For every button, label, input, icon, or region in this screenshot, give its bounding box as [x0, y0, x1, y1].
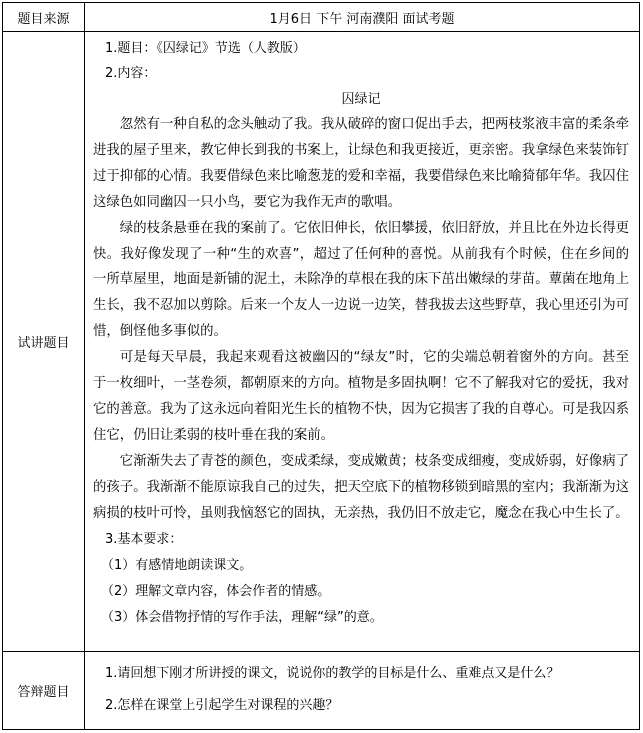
requirements-label: 3.基本要求： — [105, 531, 183, 547]
defense-question-2: 2.怎样在课堂上引起学生对课程的兴趣？ — [105, 698, 339, 713]
lecture-topic: 1.题目：《囚绿记》节选（人教版） — [105, 41, 306, 56]
defense-label: 答辩题目 — [3, 652, 85, 730]
exam-table — [2, 2, 640, 730]
paragraph-2: 绿的枝条悬垂在我的案前了。它依旧伸长，依旧攀援，依旧舒放，并且比在外边长得更快。我好像发现了一种“生的欢喜”，超过了任何种的喜悦。从前我有个时候，住在乡间的一所草屋里，地面是新铺的泥土，未除净的草根在我的床下茁出嫩绿的芽苗。蕈菌在地角上生长，我不忍加以剪除。后来一个友人一边说一边笑，替我拔去这些野草，我心里还引为可惜，倒怪他多事似的。 — [93, 220, 629, 340]
requirement-3: （3）体会借物抒情的写作手法，理解“绿”的意。 — [101, 609, 383, 625]
defense-row — [3, 652, 640, 730]
lecture-content — [85, 32, 640, 652]
content-label: 2.内容： — [105, 66, 157, 81]
requirement-2: （2）理解文章内容，体会作者的情感。 — [101, 583, 331, 599]
paragraph-3: 可是每天早晨，我起来观看这被幽囚的“绿友”时，它的尖端总朝着窗外的方向。甚至于一枚细叶，一茎卷须，都朝原来的方向。植物是多固执啊！它不了解我对它的爱抚，我对它的善意。我为了这永远向着阳光生长的植物不快，因为它损害了我的自尊心。可是我囚系住它，仍旧让柔弱的枝叶垂在我的案前。 — [93, 350, 629, 443]
paragraph-1: 忽然有一种自私的念头触动了我。我从破碎的窗口促出手去，把两枝浆液丰富的柔条牵进我的屋子里来，教它伸长到我的书案上，让绿色和我更接近，更亲密。我拿绿色来装饰钉过于抑郁的心情。我要借绿色来比喻葱茏的爱和幸福，我要借绿色来比喻猗郁年华。我囚住这绿色如同幽囚一只小鸟，要它为我作无声的歌唱。 — [93, 117, 629, 210]
text-title: 囚绿记 — [341, 92, 381, 107]
lecture-label: 试讲题目 — [3, 32, 85, 652]
paragraph-4: 它渐渐失去了青苍的颜色，变成柔绿，变成嫩黄；枝条变成细瘦，变成娇弱，好像病了的孩子。我渐渐不能原谅我自己的过失，把天空底下的植物移锁到暗黑的室内；我渐渐为这病损的枝叶可怜，虽则我恼怒它的固执，无亲热，我仍旧不放走它，魔念在我心中生长了。 — [93, 453, 629, 521]
source-value: 1月6日 下午 河南濮阳 面试考题 — [85, 3, 640, 32]
source-label: 题目来源 — [3, 3, 85, 32]
source-row — [3, 3, 640, 32]
requirement-1: （1）有感情地朗读课文。 — [101, 557, 253, 573]
lecture-row — [3, 32, 640, 652]
defense-question-1: 1.请回想下刚才所讲授的课文，说说你的教学的目标是什么、重难点又是什么？ — [105, 666, 560, 681]
defense-content — [85, 652, 640, 730]
